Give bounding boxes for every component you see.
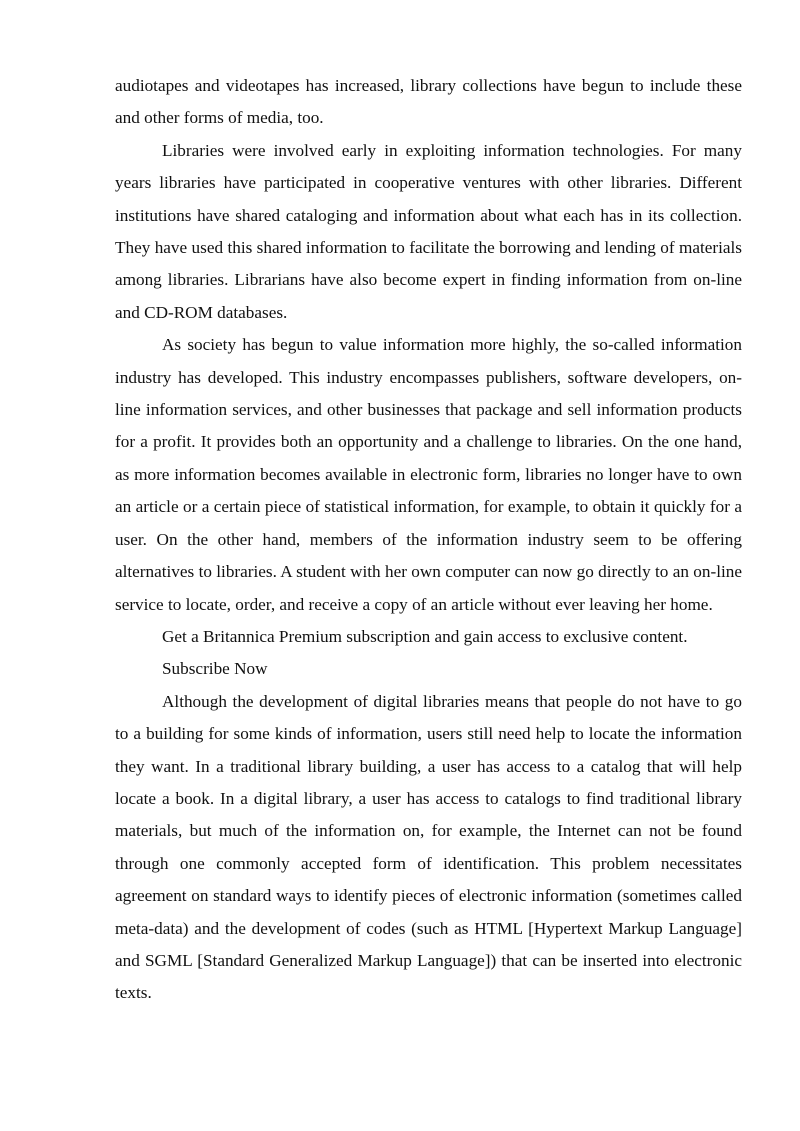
document-page bbox=[115, 70, 742, 1010]
paragraph-information-industry: As society has begun to value information more highly, the so-called information industry has developed. This industry encompasses publishers, software developers, on-line information services, and other businesses that package and sell information products for a profit. It provides both an opportunity and a challenge to libraries. On the one hand, as more information becomes available in electronic form, libraries no longer have to own an article or a certain piece of statistical information, for example, to obtain it quickly for a user. On the other hand, members of the information industry seem to be offering alternatives to libraries. A student with her own computer can now go directly to an on-line service to locate, order, and receive a copy of an article without ever leaving her home. bbox=[115, 335, 742, 614]
paragraph-continuation: audiotapes and videotapes has increased, library collections have begun to include these and other forms of media, too. bbox=[115, 76, 742, 128]
paragraph-libraries-technologies: Libraries were involved early in exploiting information technologies. For many years libraries have participated in cooperative ventures with other libraries. Different institutions have shared cataloging and information about what each has in its collection. They have used this shared information to facilitate the borrowing and lending of materials among libraries. Librarians have also become expert in finding information from on-line and CD-ROM databases. bbox=[115, 140, 742, 322]
paragraph-digital-libraries: Although the development of digital libraries means that people do not have to go to a building for some kinds of information, users still need help to locate the information they want. In a traditional library building, a user has access to a catalog that will help locate a book. In a digital library, a user has access to catalogs to find traditional library materials, but much of the information on, for example, the Internet can not be found through one commonly accepted form of identification. This problem necessitates agreement on standard ways to identify pieces of electronic information (sometimes called meta-data) and the development of codes (such as HTML [Hypertext Markup Language] and SGML [Standard Generalized Markup Language]) that can be inserted into electronic texts. bbox=[115, 691, 742, 1003]
subscribe-now-text: Subscribe Now bbox=[162, 659, 268, 679]
promo-subscription-text: Get a Britannica Premium subscription and gain access to exclusive content. bbox=[162, 626, 688, 646]
